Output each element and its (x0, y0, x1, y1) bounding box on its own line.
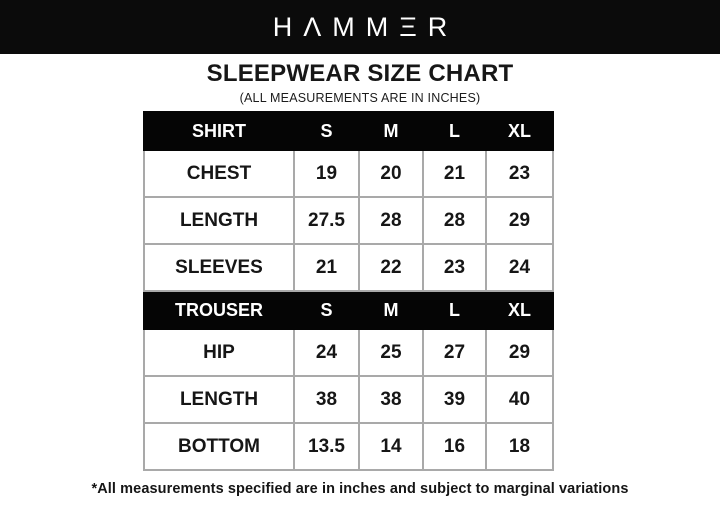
brand-banner (0, 0, 720, 54)
row-label: LENGTH (144, 197, 294, 244)
size-col-header: L (423, 112, 486, 150)
table-row-bottom (144, 423, 553, 470)
size-chart-table (143, 111, 554, 471)
size-chart (143, 111, 554, 471)
measurement-cell: 18 (486, 423, 553, 470)
row-label: HIP (144, 329, 294, 376)
table-row-hip (144, 329, 553, 376)
row-label: LENGTH (144, 376, 294, 423)
measurement-cell: 28 (423, 197, 486, 244)
measurement-cell: 20 (359, 150, 423, 197)
measurement-cell: 29 (486, 197, 553, 244)
measurement-cell: 21 (423, 150, 486, 197)
measurement-cell: 38 (294, 376, 359, 423)
measurement-cell: 27.5 (294, 197, 359, 244)
measurement-cell: 25 (359, 329, 423, 376)
measurement-cell: 23 (423, 244, 486, 291)
section-label: SHIRT (144, 112, 294, 150)
size-col-header: S (294, 291, 359, 329)
size-col-header: M (359, 112, 423, 150)
size-col-header: S (294, 112, 359, 150)
row-label: CHEST (144, 150, 294, 197)
measurement-cell: 24 (294, 329, 359, 376)
size-col-header: M (359, 291, 423, 329)
table-row-chest (144, 150, 553, 197)
measurement-cell: 24 (486, 244, 553, 291)
measurement-cell: 14 (359, 423, 423, 470)
measurement-cell: 23 (486, 150, 553, 197)
measurement-cell: 19 (294, 150, 359, 197)
table-row-shirt-length (144, 197, 553, 244)
brand-logo: HΛMMΞR (272, 11, 459, 42)
shirt-section-header-row (144, 112, 553, 150)
measurement-cell: 13.5 (294, 423, 359, 470)
trouser-section-header-row (144, 291, 553, 329)
measurement-cell: 28 (359, 197, 423, 244)
page-subtitle: (ALL MEASUREMENTS ARE IN INCHES) (239, 91, 481, 105)
measurement-cell: 22 (359, 244, 423, 291)
footnote: *All measurements specified are in inches and subject to marginal variations (91, 481, 629, 497)
measurement-cell: 29 (486, 329, 553, 376)
measurement-cell: 40 (486, 376, 553, 423)
size-col-header: XL (486, 112, 553, 150)
measurement-cell: 27 (423, 329, 486, 376)
measurement-cell: 38 (359, 376, 423, 423)
size-col-header: L (423, 291, 486, 329)
page-title: SLEEPWEAR SIZE CHART (206, 60, 514, 87)
table-row-trouser-length (144, 376, 553, 423)
measurement-cell: 16 (423, 423, 486, 470)
section-label: TROUSER (144, 291, 294, 329)
row-label: BOTTOM (144, 423, 294, 470)
measurement-cell: 39 (423, 376, 486, 423)
size-col-header: XL (486, 291, 553, 329)
table-row-sleeves (144, 244, 553, 291)
row-label: SLEEVES (144, 244, 294, 291)
measurement-cell: 21 (294, 244, 359, 291)
